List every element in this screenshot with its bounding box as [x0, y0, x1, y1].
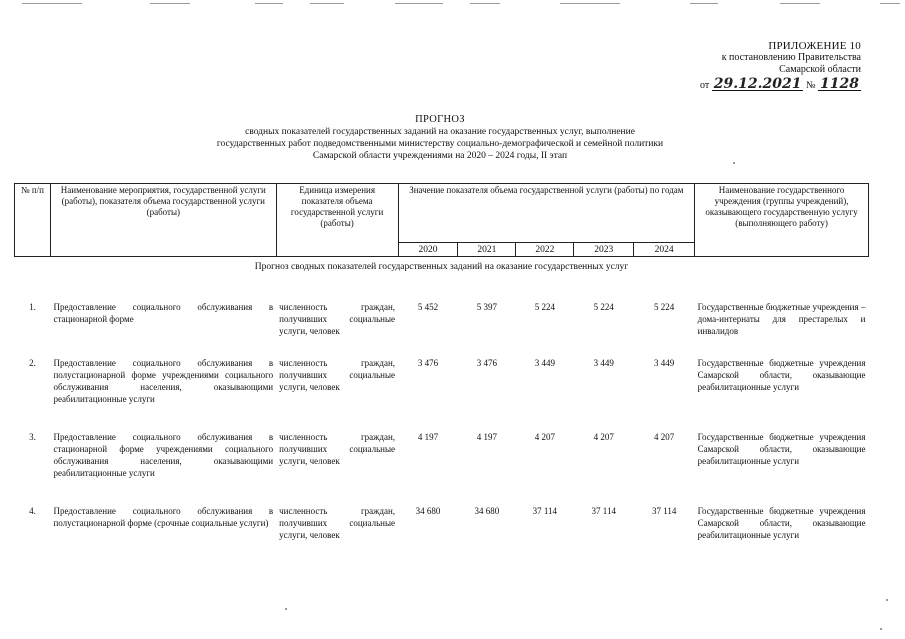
scan-edge-artifact	[0, 0, 905, 6]
row-unit: численность граждан, получивших социальные услуги, человек	[279, 302, 396, 336]
row-organization: Государственные бюджетные учреждения Самарской области, оказывающие реабилитационные услуги	[697, 432, 866, 466]
row-number: 1.	[29, 302, 36, 312]
year-2022: 2022	[516, 243, 574, 257]
row-value-2022: 5 224	[534, 302, 555, 312]
row-value-2023: 3 449	[593, 358, 614, 368]
row-value-2024: 37 114	[651, 506, 677, 516]
document-title-block	[140, 114, 740, 162]
appendix-title: ПРИЛОЖЕНИЕ 10	[768, 40, 861, 52]
document-subtitle-line-1: сводных показателей государственных заданий на оказание государственных услуг, выполнение	[245, 127, 635, 137]
scan-speck	[880, 628, 882, 630]
handwritten-date: 29.12.2021	[713, 76, 802, 92]
table-section-row	[15, 257, 869, 276]
appendix-date-number	[661, 78, 861, 92]
document-title: ПРОГНОЗ	[415, 114, 465, 125]
row-value-2023: 5 224	[593, 302, 614, 312]
row-value-2024: 3 449	[654, 358, 675, 368]
table-row	[15, 405, 869, 479]
year-2020: 2020	[398, 243, 458, 257]
year-2023: 2023	[574, 243, 634, 257]
row-value-2024: 4 207	[654, 432, 675, 442]
row-value-2023: 4 207	[593, 432, 614, 442]
handwritten-number: 1128	[820, 76, 859, 92]
table-header-row	[15, 184, 869, 243]
row-value-2021: 4 197	[476, 432, 498, 442]
table-row	[15, 337, 869, 405]
document-subtitle-line-2: государственных работ подведомственными министерству социально-демографической и семейной политики	[216, 139, 664, 149]
row-value-2020: 5 452	[417, 302, 439, 312]
row-number: 3.	[29, 432, 36, 442]
row-service-name: Предоставление социального обслуживания в полустационарной форме (срочные социальные услуги)	[53, 506, 274, 528]
date-prefix: от	[700, 80, 710, 91]
row-unit: численность граждан, получивших социальные услуги, человек	[279, 432, 396, 466]
appendix-line-2: Самарской области	[779, 64, 861, 75]
row-organization: Государственные бюджетные учреждения Самарской области, оказывающие реабилитационные услуги	[697, 358, 866, 392]
row-value-2020: 34 680	[415, 506, 441, 516]
section-title: Прогноз сводных показателей государственных заданий на оказание государственных услуг	[254, 262, 629, 272]
scan-speck	[733, 162, 735, 164]
number-prefix: №	[805, 80, 816, 91]
row-value-2021: 3 476	[476, 358, 498, 368]
header-name: Наименование мероприятия, государственной услуги (работы), показателя объема государственной услуги (работы)	[50, 184, 276, 257]
row-service-name: Предоставление социального обслуживания в стационарной форме	[53, 302, 274, 324]
header-num: № п/п	[15, 184, 51, 257]
row-value-2024: 5 224	[654, 302, 675, 312]
appendix-line-1: к постановлению Правительства	[721, 52, 861, 63]
table-row	[15, 479, 869, 541]
row-number: 2.	[29, 358, 36, 368]
row-unit: численность граждан, получивших социальные услуги, человек	[279, 506, 396, 540]
header-org: Наименование государственного учреждения (группы учреждений), оказывающего государственную услугу (выполняющего работу)	[695, 184, 869, 257]
header-unit: Единица измерения показателя объема государственной услуги (работы)	[276, 184, 398, 257]
row-value-2023: 37 114	[591, 506, 616, 516]
year-2021: 2021	[458, 243, 516, 257]
document-subtitle-line-3: Самарской области учреждениями на 2020 – 2024 годы, II этап	[312, 151, 568, 161]
row-value-2021: 5 397	[476, 302, 498, 312]
table-row	[15, 275, 869, 337]
row-organization: Государственные бюджетные учреждения – дома-интернаты для престарелых и инвалидов	[697, 302, 866, 336]
scan-speck	[285, 608, 287, 610]
row-value-2020: 3 476	[417, 358, 439, 368]
row-number: 4.	[29, 506, 36, 516]
row-value-2022: 3 449	[534, 358, 555, 368]
scan-speck	[886, 599, 888, 601]
header-value: Значение показателя объема государственной услуги (работы) по годам	[398, 184, 695, 243]
row-value-2021: 34 680	[474, 506, 500, 516]
row-value-2022: 37 114	[532, 506, 558, 516]
row-value-2022: 4 207	[534, 432, 555, 442]
row-unit: численность граждан, получивших социальные услуги, человек	[279, 358, 396, 392]
row-value-2020: 4 197	[417, 432, 439, 442]
row-service-name: Предоставление социального обслуживания в полустационарной форме учреждениями социального обслуживания населения, оказывающими реабилитационные услуги	[53, 358, 274, 404]
appendix-block	[661, 40, 861, 92]
forecast-table	[14, 183, 869, 541]
row-service-name: Предоставление социального обслуживания в стационарной форме учреждениями социального обслуживания населения, оказывающими реабилитационные услуги	[53, 432, 274, 478]
row-organization: Государственные бюджетные учреждения Самарской области, оказывающие реабилитационные услуги	[697, 506, 866, 540]
year-2024: 2024	[634, 243, 695, 257]
